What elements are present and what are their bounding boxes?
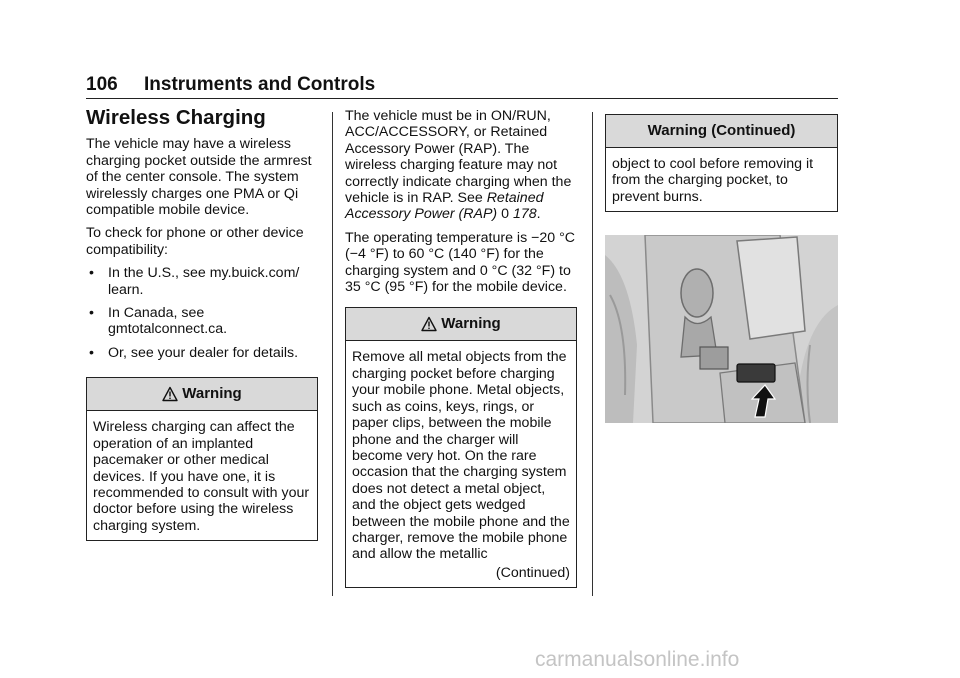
- bullet-text: Or, see your dealer for details.: [108, 344, 299, 361]
- list-item: [86, 265, 318, 298]
- column-2: [345, 108, 577, 588]
- section-title: Instruments and Controls: [144, 74, 376, 95]
- warning-header: Warning (Continued): [606, 115, 837, 148]
- temperature-paragraph: The operating temperature is −20 °C (−4 °F) to 60 °C (140 °F) for the charging system and 0 °C (32 °F) to 35 °C (95 °F) for the mobile device.: [345, 229, 576, 296]
- bullet-marker: •: [89, 265, 94, 282]
- column-1: [86, 108, 318, 541]
- warning-triangle-icon: [421, 316, 437, 332]
- bullet-marker: •: [89, 305, 94, 322]
- page-ref-symbol: 0: [501, 206, 509, 223]
- paragraph-text: The vehicle must be in ON/RUN, ACC/ACCESSORY, or Retained Accessory Power (RAP). The wireless charging feature may not correctly indicate charging when the vehicle is in RAP. See: [345, 108, 572, 207]
- column-divider-1: [332, 112, 333, 596]
- list-item: [86, 345, 318, 361]
- paragraph-end: .: [536, 206, 541, 223]
- warning-box-continued: [605, 114, 838, 212]
- page-reference[interactable]: 178: [512, 206, 537, 223]
- column-3: [605, 114, 838, 212]
- wireless-charging-pocket-illustration: [605, 235, 838, 423]
- warning-text: Remove all metal objects from the charging pocket before charging your mobile phone. Metal objects, such as coins, keys, rings, or paper clips, between the mobile phone and the charger will become very hot. On the rare occasion that the charging system does not detect a metal object, and the object gets wedged between the mobile phone and the charger, remove the mobile phone and allow the metallic: [352, 349, 570, 563]
- watermark: carmanualsonline.info: [535, 648, 740, 671]
- warning-box: [345, 307, 577, 588]
- cross-reference[interactable]: Retained Accessory Power (RAP): [345, 190, 544, 223]
- bullet-text: In Canada, see gmtotalconnect.ca.: [108, 305, 228, 338]
- warning-body: [346, 341, 576, 587]
- warning-title: Warning: [441, 315, 501, 333]
- warning-box: [86, 377, 318, 541]
- bullet-text: In the U.S., see my.buick.com/ learn.: [108, 265, 300, 298]
- warning-body: Wireless charging can affect the operation of an implanted pacemaker or other medical devices. If you have one, it is recommended to consult with your doctor before using the wireless charging system.: [93, 419, 310, 534]
- warning-header: [346, 308, 576, 341]
- article-title: Wireless Charging: [86, 106, 266, 129]
- bullet-marker: •: [89, 344, 94, 361]
- page-header: [86, 68, 838, 99]
- warning-title: Warning: [182, 385, 242, 403]
- intro-paragraph: The vehicle may have a wireless charging pocket outside the armrest of the center console. The system wirelessly charges one PMA or Qi compatible mobile device.: [86, 136, 312, 219]
- warning-body: object to cool before removing it from the charging pocket, to prevent burns.: [612, 156, 814, 205]
- list-item: [86, 305, 318, 338]
- continued-label: (Continued): [495, 564, 570, 581]
- column-divider-2: [592, 112, 593, 596]
- warning-triangle-icon: [162, 386, 178, 402]
- power-mode-paragraph: [345, 108, 577, 223]
- warning-header: [87, 378, 317, 411]
- compat-paragraph: To check for phone or other device compatibility:: [86, 225, 304, 258]
- page-number: 106: [86, 74, 118, 95]
